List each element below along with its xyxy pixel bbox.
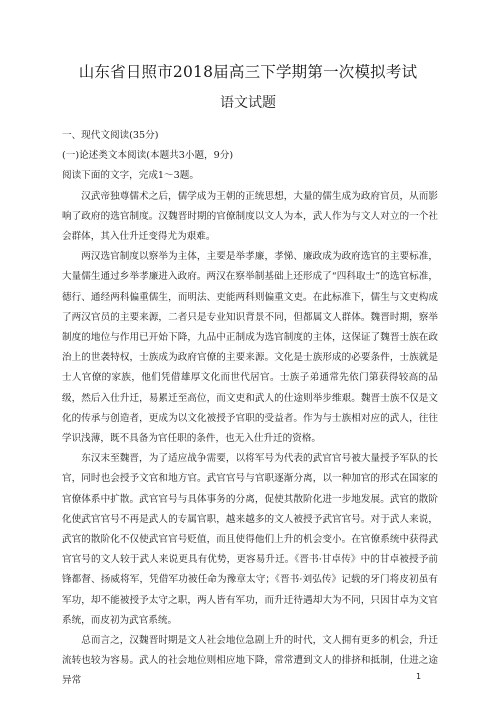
document-title: 山东省日照市2018届高三下学期第一次模拟考试 [78, 63, 418, 81]
body-paragraph-2: 两汉选官制度以察举为主体，主要是举孝廉，孝悌、廉政成为政府选官的主要标准，大量儒生通过乡举孝廉进入政府。两汉在察举制基础上还形成了“四科取士”的选官标准，德行、通经两科偏重儒生，而明法、吏能两科则偏重文吏。在此标准下，儒生与文吏构成了两汉官员的主要来源，二者只是专业知识背景不同，但都属文人群体。魏晋时期，察举制度的地位与作用已开始下降，九品中正制成为选官制度的主体，这保证了魏晋士族在政治上的世袭特权，士族成为政府官僚的主要来源。文化是士族形成的必要条件，士族就是士人官僚的家族，他们凭借雄厚文化而世代居官。士族子弟通常先依门第获得较高的品级，然后入仕升迁，易累迁至高位，而文吏和武人的仕途则举步维艰。魏晋士族不仅是文化的传承与创造者，更成为以文化被授予官职的受益者。作为与士族相对应的武人，往往学识浅薄，既不具备为官任职的条件，也无入仕升迁的资格。 [62, 251, 438, 445]
body-paragraph-3: 东汉末至魏晋，为了适应战争需要，以将军号为代表的武官官号被大量授予军队的长官，同时也会授予文官和地方官。武官官号与官职逐渐分离，以一种加官的形式在国家的官僚体系中扩散。武官官号与具体事务的分离，促使其散阶化进一步地发展。武官的散阶化使武官官号不再是武人的专属官职，越来越多的文人被授予武官官号。对于武人来说，武官的散阶化不仅使武官官号贬值，而且使得他们上升的机会变小。在官僚系统中获得武官官号的文人较于武人来说更具有优势，更容易升迁。《晋书·甘卓传》中的甘卓被授予前锋都督、扬威将军，凭借军功被任命为豫章太守；《晋书·刘弘传》记载的牙门将皮初虽有军功，却不能被授予太守之职，两人皆有军功，而升迁待遇却大为不同，只因甘卓为文官系统，而皮初为武官系统。 [62, 453, 438, 626]
subsection-heading: (一)论述类文本阅读(本题共3小题，9分) [62, 150, 234, 162]
section-heading: 一、现代文阅读(35分) [62, 130, 159, 141]
body-paragraph-4: 总而言之，汉魏晋时期是文人社会地位急剧上升的时代，文人拥有更多的机会，升迁流转也较为容易。武人的社会地位则相应地下降，常常遭到文人的排挤和抵制，仕进之途异常 [62, 635, 438, 687]
page-number: 1 [416, 672, 422, 681]
document-body [62, 126, 438, 692]
body-paragraph-1: 汉武帝独尊儒术之后，儒学成为王朝的正统思想，大量的儒生成为政府官员，从而影响了政府的选官制度。汉魏晋时期的官僚制度以文人为本，武人作为与文人对立的一个社会群体，其入仕升迁变得尤为艰难。 [62, 190, 438, 243]
document-subtitle: 语文试题 [220, 95, 276, 111]
instruction-text: 阅读下面的文字，完成1～3题。 [62, 170, 199, 182]
